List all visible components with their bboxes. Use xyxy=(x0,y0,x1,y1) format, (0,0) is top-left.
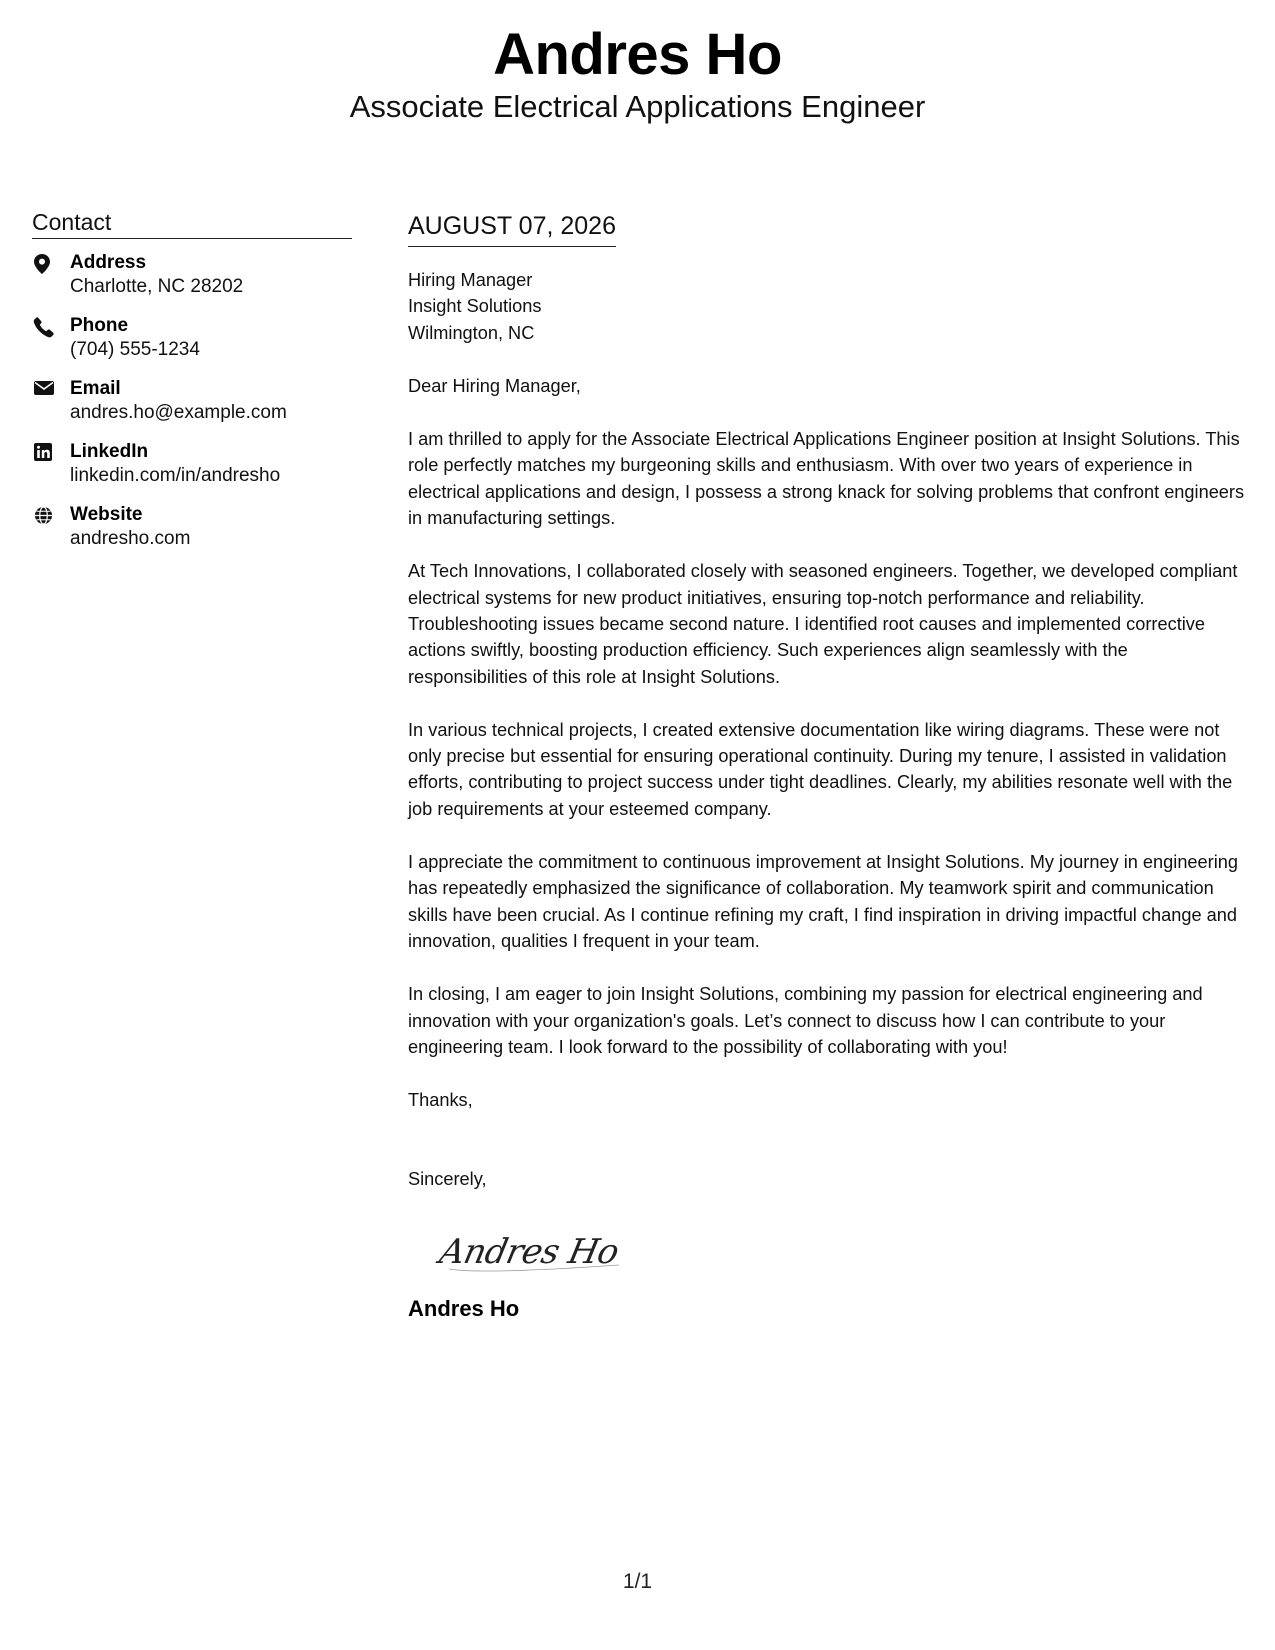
letter-paragraph: In various technical projects, I created extensive documentation like wiring diagrams. These were not only precise but essential for ensuring operational continuity. During my tenure, I assisted in validation efforts, contributing to project success under tight deadlines. Clearly, my abilities resonate well with the job requirements at your esteemed company. xyxy=(408,719,1233,819)
contact-heading: Contact xyxy=(32,208,352,239)
globe-icon xyxy=(32,503,70,525)
letter-paragraph: In closing, I am eager to join Insight Solutions, combining my passion for electrical engineering and innovation with your organization's goals. Let’s connect to discuss how I can contribute to your engineering team. I look forward to the possibility of collaborating with you! xyxy=(408,984,1203,1057)
contact-sidebar xyxy=(32,208,352,566)
recipient-block xyxy=(408,267,1252,346)
website-label: Website xyxy=(70,504,143,525)
map-pin-icon xyxy=(32,251,70,274)
contact-item-phone xyxy=(32,314,352,362)
recipient-location: Wilmington, NC xyxy=(408,322,535,343)
website-value: andresho.com xyxy=(70,528,191,549)
contact-item-linkedin xyxy=(32,440,352,488)
page-number: 1/1 xyxy=(622,1570,653,1593)
letter-date: AUGUST 07, 2026 xyxy=(408,210,616,247)
letter-paragraph: At Tech Innovations, I collaborated closely with seasoned engineers. Together, we developed compliant electrical systems for new product initiatives, ensuring top-notch performance and reliability. Troubleshooting issues became second nature. I identified root causes and implemented corrective actions swiftly, boosting production efficiency. Such experiences align seamlessly with the responsibilities of this role at Insight Solutions. xyxy=(408,561,1238,687)
address-value: Charlotte, NC 28202 xyxy=(70,276,244,297)
letter-body xyxy=(408,210,1252,1323)
email-label: Email xyxy=(70,378,121,399)
contact-list xyxy=(32,251,352,551)
phone-value: (704) 555-1234 xyxy=(70,339,200,360)
address-label: Address xyxy=(70,252,147,273)
handwritten-signature xyxy=(436,1221,1252,1281)
contact-item-email xyxy=(32,377,352,425)
linkedin-icon xyxy=(32,440,70,461)
svg-text:Andres Ho: Andres Ho xyxy=(436,1232,623,1272)
salutation: Dear Hiring Manager, xyxy=(408,375,581,396)
letter-paragraph: I appreciate the commitment to continuous improvement at Insight Solutions. My journey in engineering has repeatedly emphasized the significance of collaboration. My teamwork spirit and communication skills have been crucial. As I continue refining my craft, I find inspiration in driving impactful change and innovation, qualities I frequent in your team. xyxy=(408,852,1238,951)
recipient-name: Hiring Manager xyxy=(408,270,533,290)
phone-icon xyxy=(32,314,70,337)
email-value: andres.ho@example.com xyxy=(70,402,287,423)
closing-line: Sincerely, xyxy=(408,1169,487,1190)
candidate-name: Andres Ho xyxy=(493,22,782,87)
contact-item-website xyxy=(32,503,352,551)
envelope-icon xyxy=(32,377,70,396)
recipient-company: Insight Solutions xyxy=(408,296,542,317)
document-header xyxy=(0,22,1275,126)
linkedin-label: LinkedIn xyxy=(70,441,149,462)
contact-item-address xyxy=(32,251,352,299)
candidate-role: Associate Electrical Applications Engineer xyxy=(349,89,926,124)
phone-label: Phone xyxy=(70,315,129,336)
linkedin-value: linkedin.com/in/andresho xyxy=(70,465,281,486)
thanks-line: Thanks, xyxy=(408,1090,473,1111)
letter-paragraph: I am thrilled to apply for the Associate Electrical Applications Engineer position at Insight Solutions. This role perfectly matches my burgeoning skills and enthusiasm. With over two years of experience in electrical applications and design, I possess a strong knack for solving problems that confront engineers in manufacturing settings. xyxy=(408,429,1245,529)
signer-name: Andres Ho xyxy=(408,1295,520,1321)
